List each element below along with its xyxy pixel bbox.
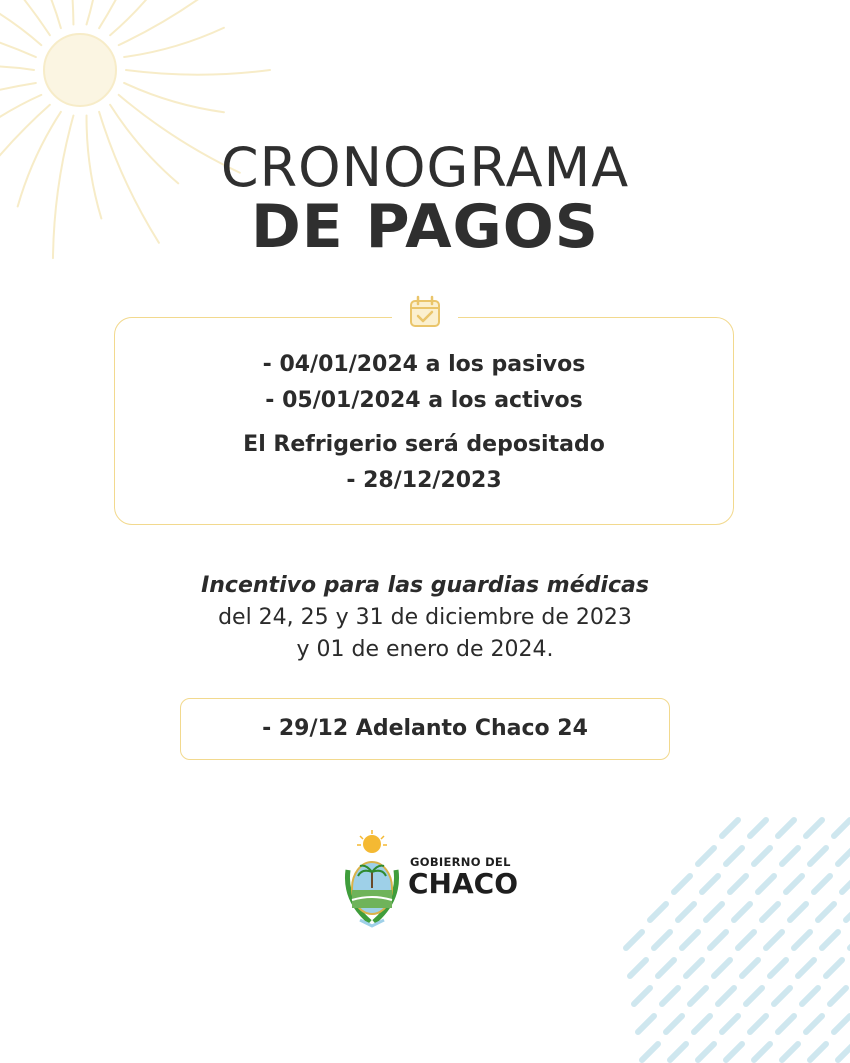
- stripe: [834, 1016, 850, 1032]
- stripe: [838, 1044, 850, 1060]
- stripe: [738, 932, 754, 948]
- stripe: [726, 1044, 742, 1060]
- stripe: [758, 876, 774, 892]
- stripe: [818, 904, 834, 920]
- stripe: [762, 904, 778, 920]
- incentive-dates-line-2: y 01 de enero de 2024.: [296, 637, 554, 662]
- stripe: [754, 1044, 770, 1060]
- sun-ray: [18, 0, 61, 28]
- stripe: [658, 960, 674, 976]
- stripe: [834, 820, 850, 836]
- stripe: [766, 932, 782, 948]
- stripe: [802, 988, 818, 1004]
- stripe: [786, 876, 802, 892]
- stripe: [722, 1016, 738, 1032]
- sun-ray: [126, 70, 270, 75]
- sun-ray: [0, 0, 50, 35]
- stripe: [626, 932, 642, 948]
- incentive-dates-line: del 24, 25 y 31 de diciembre de 2023: [218, 605, 632, 630]
- schedule-line-pasivos: - 04/01/2024 a los pasivos: [262, 352, 586, 377]
- stripe: [686, 960, 702, 976]
- stripe: [630, 960, 646, 976]
- stripe: [674, 876, 690, 892]
- stripe: [830, 988, 846, 1004]
- title-line-2: DE PAGOS: [250, 192, 600, 262]
- stripe: [750, 1016, 766, 1032]
- stripe: [662, 988, 678, 1004]
- stripe: [678, 904, 694, 920]
- stripe: [826, 960, 842, 976]
- sun-ray: [124, 28, 224, 57]
- stripe: [754, 848, 770, 864]
- stripe: [666, 1016, 682, 1032]
- stripe: [734, 904, 750, 920]
- logo-text-gobierno: GOBIERNO DEL: [410, 855, 511, 869]
- stripe: [794, 932, 810, 948]
- refrigerio-date: - 28/12/2023: [346, 468, 502, 493]
- sun-ray: [99, 0, 159, 28]
- sun-ray: [0, 83, 36, 124]
- sun-ray: [0, 0, 41, 45]
- logo-text-chaco: CHACO: [408, 867, 519, 900]
- stripe: [750, 820, 766, 836]
- stripe: [710, 932, 726, 948]
- incentive-title: Incentivo para las guardias médicas: [201, 573, 649, 598]
- stripe: [730, 876, 746, 892]
- stripe: [774, 988, 790, 1004]
- stripe: [782, 1044, 798, 1060]
- sun-ray: [87, 0, 102, 24]
- stripe: [782, 848, 798, 864]
- refrigerio-label: El Refrigerio será depositado: [243, 432, 605, 457]
- schedule-line-activos: - 05/01/2024 a los activos: [265, 388, 583, 413]
- stripe: [670, 1044, 686, 1060]
- stripe: [726, 848, 742, 864]
- advance-box: - 29/12 Adelanto Chaco 24: [180, 698, 670, 760]
- stripe: [650, 904, 666, 920]
- stripe: [638, 1016, 654, 1032]
- diagonal-stripes-decoration: [590, 800, 850, 1063]
- stripe: [714, 960, 730, 976]
- stripe: [778, 1016, 794, 1032]
- stripe: [814, 876, 830, 892]
- calendar-icon-wrap: [392, 290, 458, 334]
- stripe: [702, 876, 718, 892]
- stripe: [746, 988, 762, 1004]
- stripe: [778, 820, 794, 836]
- stripe: [810, 1044, 826, 1060]
- stripe: [722, 820, 738, 836]
- title-line-1: CRONOGRAMA: [220, 136, 630, 199]
- stripe: [694, 1016, 710, 1032]
- schedule-box: [114, 317, 734, 525]
- sun-ray: [119, 0, 240, 45]
- sun-ray: [124, 83, 224, 112]
- stripe: [810, 848, 826, 864]
- stripe: [790, 904, 806, 920]
- stripe: [698, 848, 714, 864]
- sun-ray: [0, 66, 34, 70]
- stripe: [798, 960, 814, 976]
- stripe: [654, 932, 670, 948]
- stripe: [846, 904, 850, 920]
- stripe: [770, 960, 786, 976]
- stripe: [718, 988, 734, 1004]
- stripe: [634, 988, 650, 1004]
- stripe: [642, 1044, 658, 1060]
- stripe: [838, 848, 850, 864]
- stripe: [822, 932, 838, 948]
- stripe: [690, 988, 706, 1004]
- calendar-check-icon: [407, 294, 443, 330]
- stripe: [842, 876, 850, 892]
- stripe: [742, 960, 758, 976]
- stripe: [806, 820, 822, 836]
- stripe: [698, 1044, 714, 1060]
- stripe: [706, 904, 722, 920]
- stripe: [682, 932, 698, 948]
- stripe: [806, 1016, 822, 1032]
